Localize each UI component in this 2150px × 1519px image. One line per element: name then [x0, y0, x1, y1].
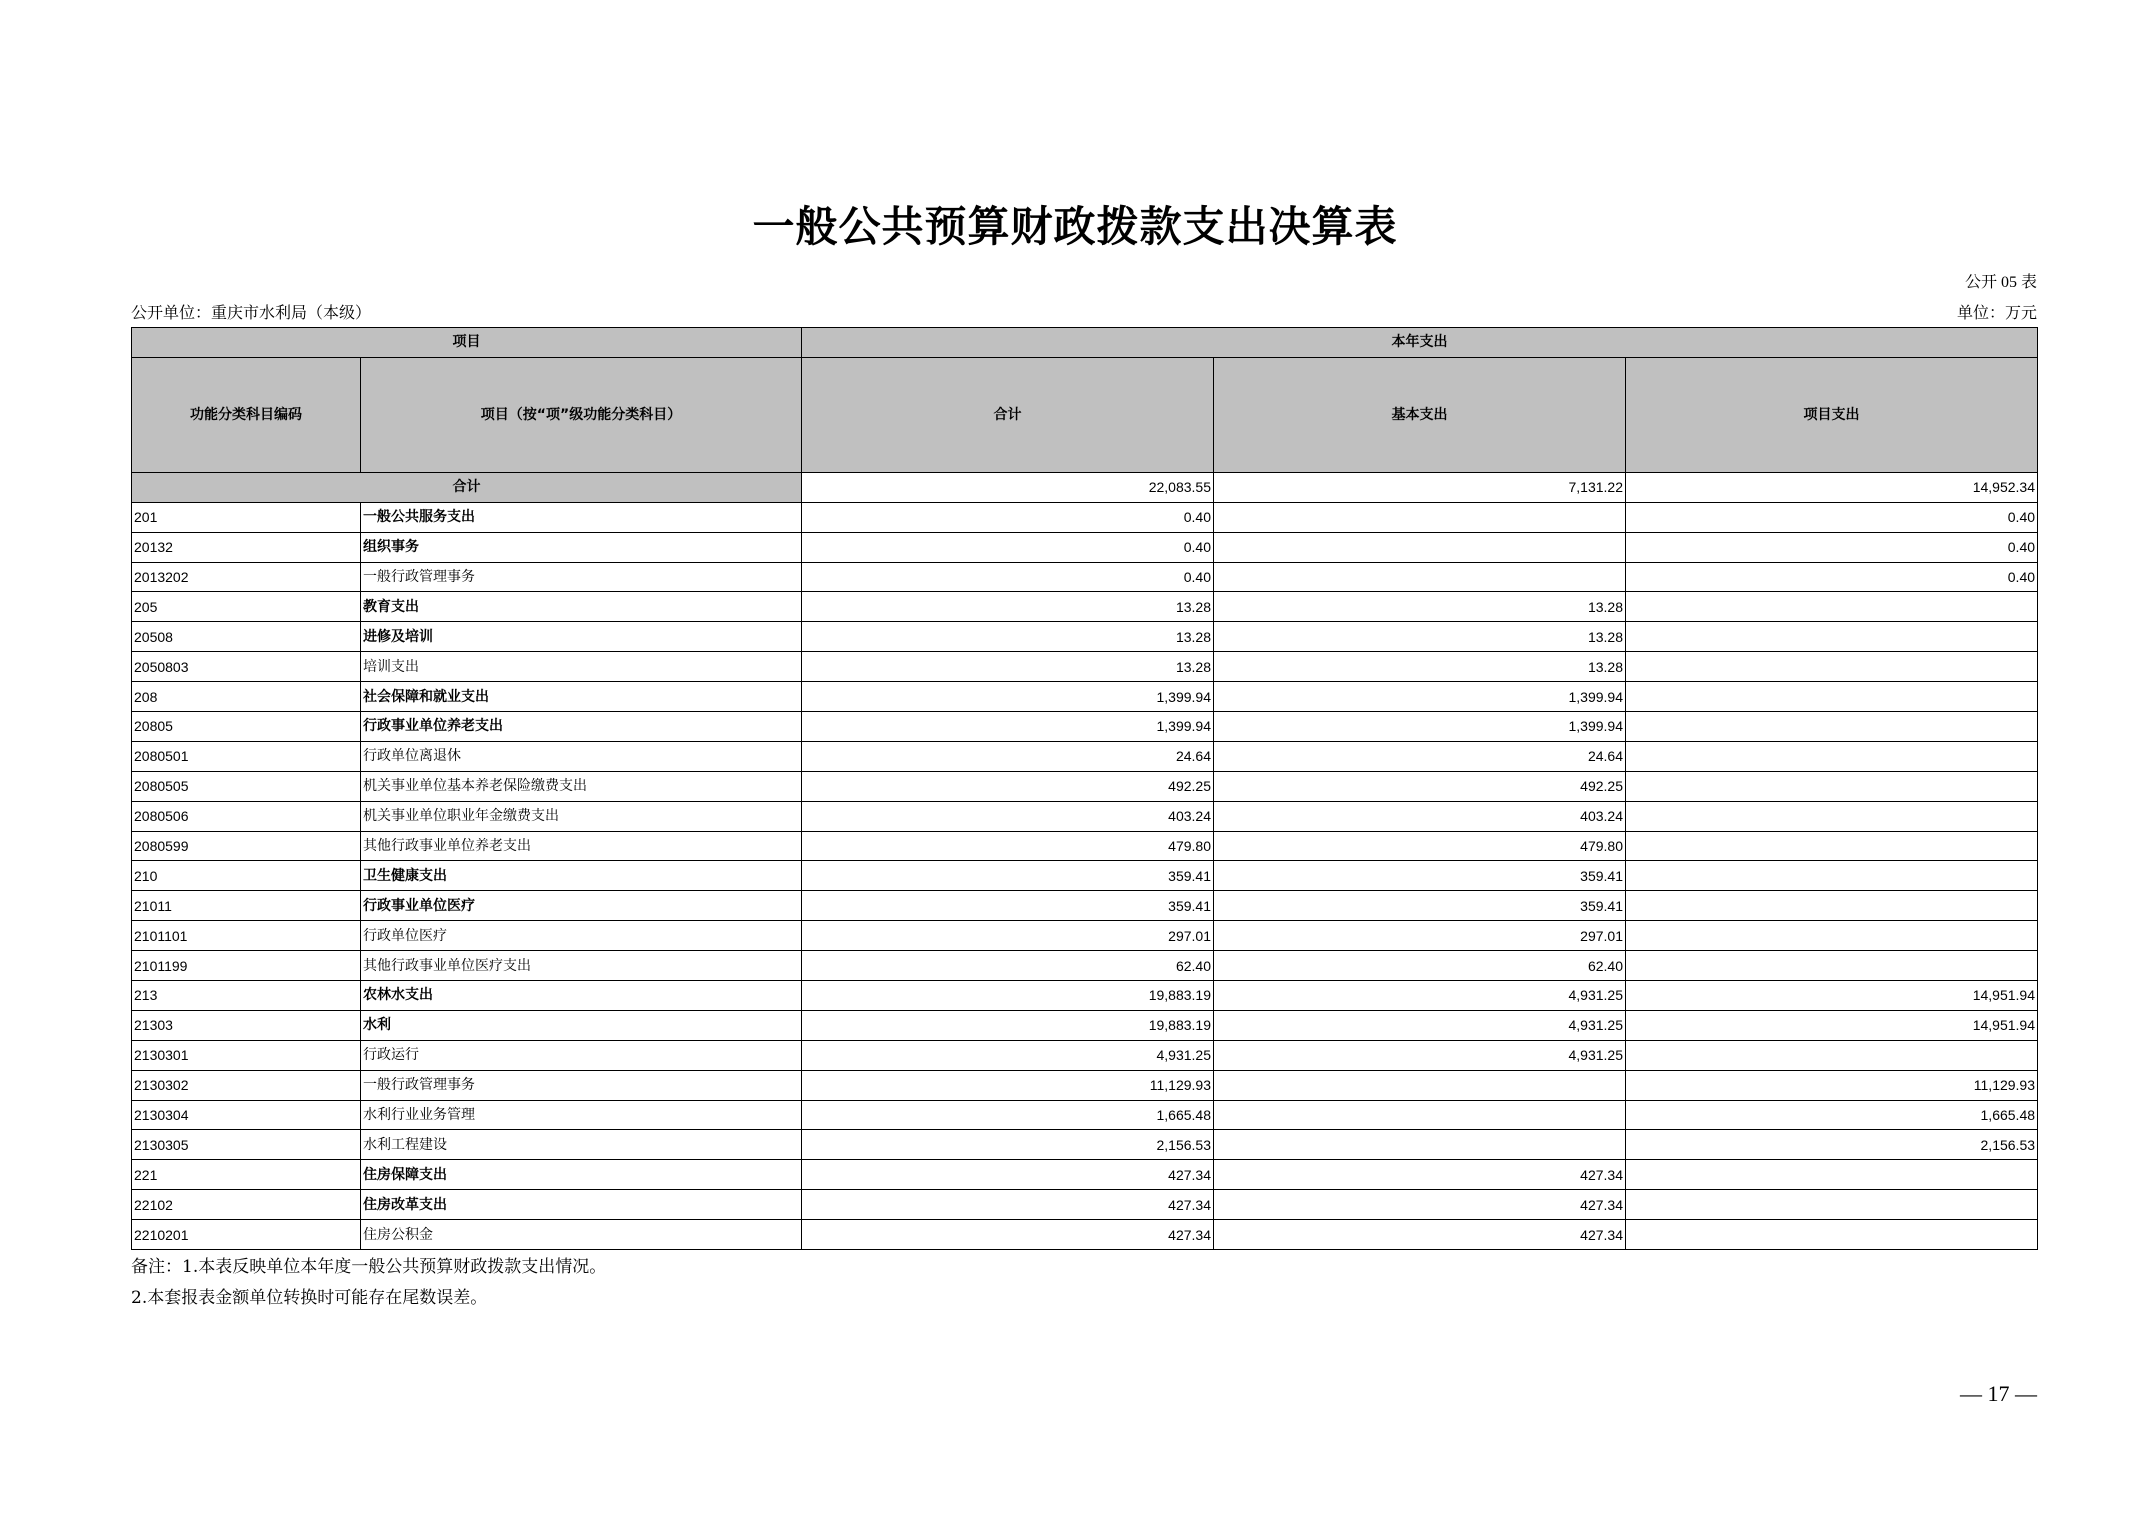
total-label: 合计: [132, 472, 802, 502]
row-code: 2050803: [132, 652, 361, 682]
header-total: 合计: [802, 357, 1214, 472]
table-row: [132, 562, 2038, 592]
row-basic: 13.28: [1214, 622, 1626, 652]
row-name: 其他行政事业单位医疗支出: [361, 951, 802, 981]
row-project: 14,951.94: [1626, 981, 2038, 1011]
row-code: 205: [132, 592, 361, 622]
row-project: [1626, 712, 2038, 742]
row-basic: 62.40: [1214, 951, 1626, 981]
row-name: 水利工程建设: [361, 1130, 802, 1160]
page-number: — 17 —: [1960, 1381, 2037, 1406]
row-code: 22102: [132, 1190, 361, 1220]
table-row: [132, 1010, 2038, 1040]
expenditure-table: [131, 327, 2038, 1250]
row-name: 住房改革支出: [361, 1190, 802, 1220]
table-body: [132, 472, 2038, 1249]
table-row: [132, 891, 2038, 921]
row-total: 1,665.48: [802, 1100, 1214, 1130]
row-name: 培训支出: [361, 652, 802, 682]
table-row: [132, 652, 2038, 682]
table-row: [132, 1130, 2038, 1160]
row-project: 0.40: [1626, 532, 2038, 562]
row-total: 1,399.94: [802, 682, 1214, 712]
row-name: 组织事务: [361, 532, 802, 562]
row-code: 21303: [132, 1010, 361, 1040]
row-total: 359.41: [802, 891, 1214, 921]
row-name: 行政事业单位医疗: [361, 891, 802, 921]
row-project: [1626, 771, 2038, 801]
row-total: 2,156.53: [802, 1130, 1214, 1160]
page-title: 一般公共预算财政拨款支出决算表: [752, 202, 1398, 251]
row-name: 机关事业单位基本养老保险缴费支出: [361, 771, 802, 801]
header-current-year: 本年支出: [802, 328, 2038, 358]
row-basic: 359.41: [1214, 891, 1626, 921]
row-total: 0.40: [802, 562, 1214, 592]
row-code: 2080501: [132, 741, 361, 771]
row-project: [1626, 682, 2038, 712]
row-basic: 359.41: [1214, 861, 1626, 891]
row-project: [1626, 741, 2038, 771]
row-name: 其他行政事业单位养老支出: [361, 831, 802, 861]
row-basic: 4,931.25: [1214, 981, 1626, 1011]
row-name: 水利: [361, 1010, 802, 1040]
row-name: 住房保障支出: [361, 1160, 802, 1190]
row-project: [1626, 921, 2038, 951]
header-basic: 基本支出: [1214, 357, 1626, 472]
table-row: [132, 502, 2038, 532]
row-basic: 4,931.25: [1214, 1040, 1626, 1070]
row-name: 进修及培训: [361, 622, 802, 652]
table-row: [132, 831, 2038, 861]
row-name: 社会保障和就业支出: [361, 682, 802, 712]
row-name: 卫生健康支出: [361, 861, 802, 891]
row-basic: [1214, 532, 1626, 562]
row-total: 1,399.94: [802, 712, 1214, 742]
row-name: 机关事业单位职业年金缴费支出: [361, 801, 802, 831]
row-code: 2101199: [132, 951, 361, 981]
row-basic: 479.80: [1214, 831, 1626, 861]
row-code: 2013202: [132, 562, 361, 592]
currency-unit: 单位：万元: [1956, 305, 2037, 322]
row-basic: 492.25: [1214, 771, 1626, 801]
table-row: [132, 1220, 2038, 1250]
row-total: 403.24: [802, 801, 1214, 831]
row-code: 201: [132, 502, 361, 532]
row-basic: 1,399.94: [1214, 682, 1626, 712]
row-project: 2,156.53: [1626, 1130, 2038, 1160]
row-total: 492.25: [802, 771, 1214, 801]
row-code: 2130301: [132, 1040, 361, 1070]
reporting-unit: 公开单位：重庆市水利局（本级）: [131, 305, 372, 322]
row-basic: 403.24: [1214, 801, 1626, 831]
row-code: 2101101: [132, 921, 361, 951]
row-project: [1626, 652, 2038, 682]
row-name: 农林水支出: [361, 981, 802, 1011]
row-basic: 13.28: [1214, 652, 1626, 682]
row-code: 2130302: [132, 1070, 361, 1100]
row-name: 水利行业业务管理: [361, 1100, 802, 1130]
row-name: 行政运行: [361, 1040, 802, 1070]
table-row: [132, 712, 2038, 742]
note-line-1: 备注：1.本表反映单位本年度一般公共预算财政拨款支出情况。: [131, 1257, 607, 1277]
row-name: 行政事业单位养老支出: [361, 712, 802, 742]
row-total: 13.28: [802, 652, 1214, 682]
row-code: 208: [132, 682, 361, 712]
row-basic: 297.01: [1214, 921, 1626, 951]
row-project: [1626, 951, 2038, 981]
table-row: [132, 1070, 2038, 1100]
table-row: [132, 741, 2038, 771]
row-project: 0.40: [1626, 502, 2038, 532]
total-project: 14,952.34: [1626, 472, 2038, 502]
row-name: 行政单位医疗: [361, 921, 802, 951]
row-basic: 13.28: [1214, 592, 1626, 622]
table-row: [132, 1040, 2038, 1070]
row-basic: [1214, 562, 1626, 592]
total-sum: 22,083.55: [802, 472, 1214, 502]
row-code: 2210201: [132, 1220, 361, 1250]
row-total: 0.40: [802, 532, 1214, 562]
row-total: 479.80: [802, 831, 1214, 861]
row-project: 0.40: [1626, 562, 2038, 592]
header-project: 项目支出: [1626, 357, 2038, 472]
row-total: 359.41: [802, 861, 1214, 891]
row-project: 14,951.94: [1626, 1010, 2038, 1040]
row-basic: [1214, 1100, 1626, 1130]
total-basic: 7,131.22: [1214, 472, 1626, 502]
row-code: 20805: [132, 712, 361, 742]
table-row: [132, 1190, 2038, 1220]
table-row: [132, 861, 2038, 891]
row-project: [1626, 891, 2038, 921]
row-project: [1626, 1220, 2038, 1250]
table-row: [132, 532, 2038, 562]
row-name: 一般行政管理事务: [361, 562, 802, 592]
table-row: [132, 921, 2038, 951]
row-total: 19,883.19: [802, 981, 1214, 1011]
row-total: 4,931.25: [802, 1040, 1214, 1070]
row-project: [1626, 1040, 2038, 1070]
row-project: [1626, 622, 2038, 652]
row-basic: [1214, 1130, 1626, 1160]
row-total: 11,129.93: [802, 1070, 1214, 1100]
row-total: 19,883.19: [802, 1010, 1214, 1040]
row-code: 213: [132, 981, 361, 1011]
table-number: 公开 05 表: [1964, 274, 2037, 291]
row-code: 2130305: [132, 1130, 361, 1160]
row-code: 20508: [132, 622, 361, 652]
row-basic: 1,399.94: [1214, 712, 1626, 742]
row-code: 21011: [132, 891, 361, 921]
row-total: 427.34: [802, 1160, 1214, 1190]
row-project: 1,665.48: [1626, 1100, 2038, 1130]
row-name: 行政单位离退休: [361, 741, 802, 771]
row-code: 2130304: [132, 1100, 361, 1130]
total-row: [132, 472, 2038, 502]
row-basic: 24.64: [1214, 741, 1626, 771]
table-row: [132, 951, 2038, 981]
row-code: 2080505: [132, 771, 361, 801]
table-row: [132, 592, 2038, 622]
row-code: 20132: [132, 532, 361, 562]
row-project: 11,129.93: [1626, 1070, 2038, 1100]
row-name: 一般公共服务支出: [361, 502, 802, 532]
row-project: [1626, 861, 2038, 891]
row-total: 13.28: [802, 622, 1214, 652]
table-row: [132, 1100, 2038, 1130]
row-total: 427.34: [802, 1190, 1214, 1220]
note-line-2: 2.本套报表金额单位转换时可能存在尾数误差。: [131, 1288, 488, 1308]
table-row: [132, 771, 2038, 801]
row-name: 教育支出: [361, 592, 802, 622]
row-total: 24.64: [802, 741, 1214, 771]
row-code: 2080506: [132, 801, 361, 831]
row-basic: 427.34: [1214, 1190, 1626, 1220]
row-code: 210: [132, 861, 361, 891]
row-name: 住房公积金: [361, 1220, 802, 1250]
table-row: [132, 801, 2038, 831]
row-basic: [1214, 502, 1626, 532]
row-name: 一般行政管理事务: [361, 1070, 802, 1100]
row-basic: 427.34: [1214, 1220, 1626, 1250]
row-project: [1626, 592, 2038, 622]
header-name: 项目（按“项”级功能分类科目）: [361, 357, 802, 472]
row-total: 62.40: [802, 951, 1214, 981]
row-project: [1626, 1190, 2038, 1220]
table-row: [132, 622, 2038, 652]
row-basic: 4,931.25: [1214, 1010, 1626, 1040]
header-item: 项目: [132, 328, 802, 358]
row-basic: 427.34: [1214, 1160, 1626, 1190]
row-basic: [1214, 1070, 1626, 1100]
row-total: 297.01: [802, 921, 1214, 951]
table-row: [132, 981, 2038, 1011]
row-code: 2080599: [132, 831, 361, 861]
row-project: [1626, 831, 2038, 861]
header-code: 功能分类科目编码: [132, 357, 361, 472]
row-project: [1626, 801, 2038, 831]
row-total: 427.34: [802, 1220, 1214, 1250]
table-row: [132, 1160, 2038, 1190]
row-total: 0.40: [802, 502, 1214, 532]
row-code: 221: [132, 1160, 361, 1190]
table-row: [132, 682, 2038, 712]
row-total: 13.28: [802, 592, 1214, 622]
row-project: [1626, 1160, 2038, 1190]
